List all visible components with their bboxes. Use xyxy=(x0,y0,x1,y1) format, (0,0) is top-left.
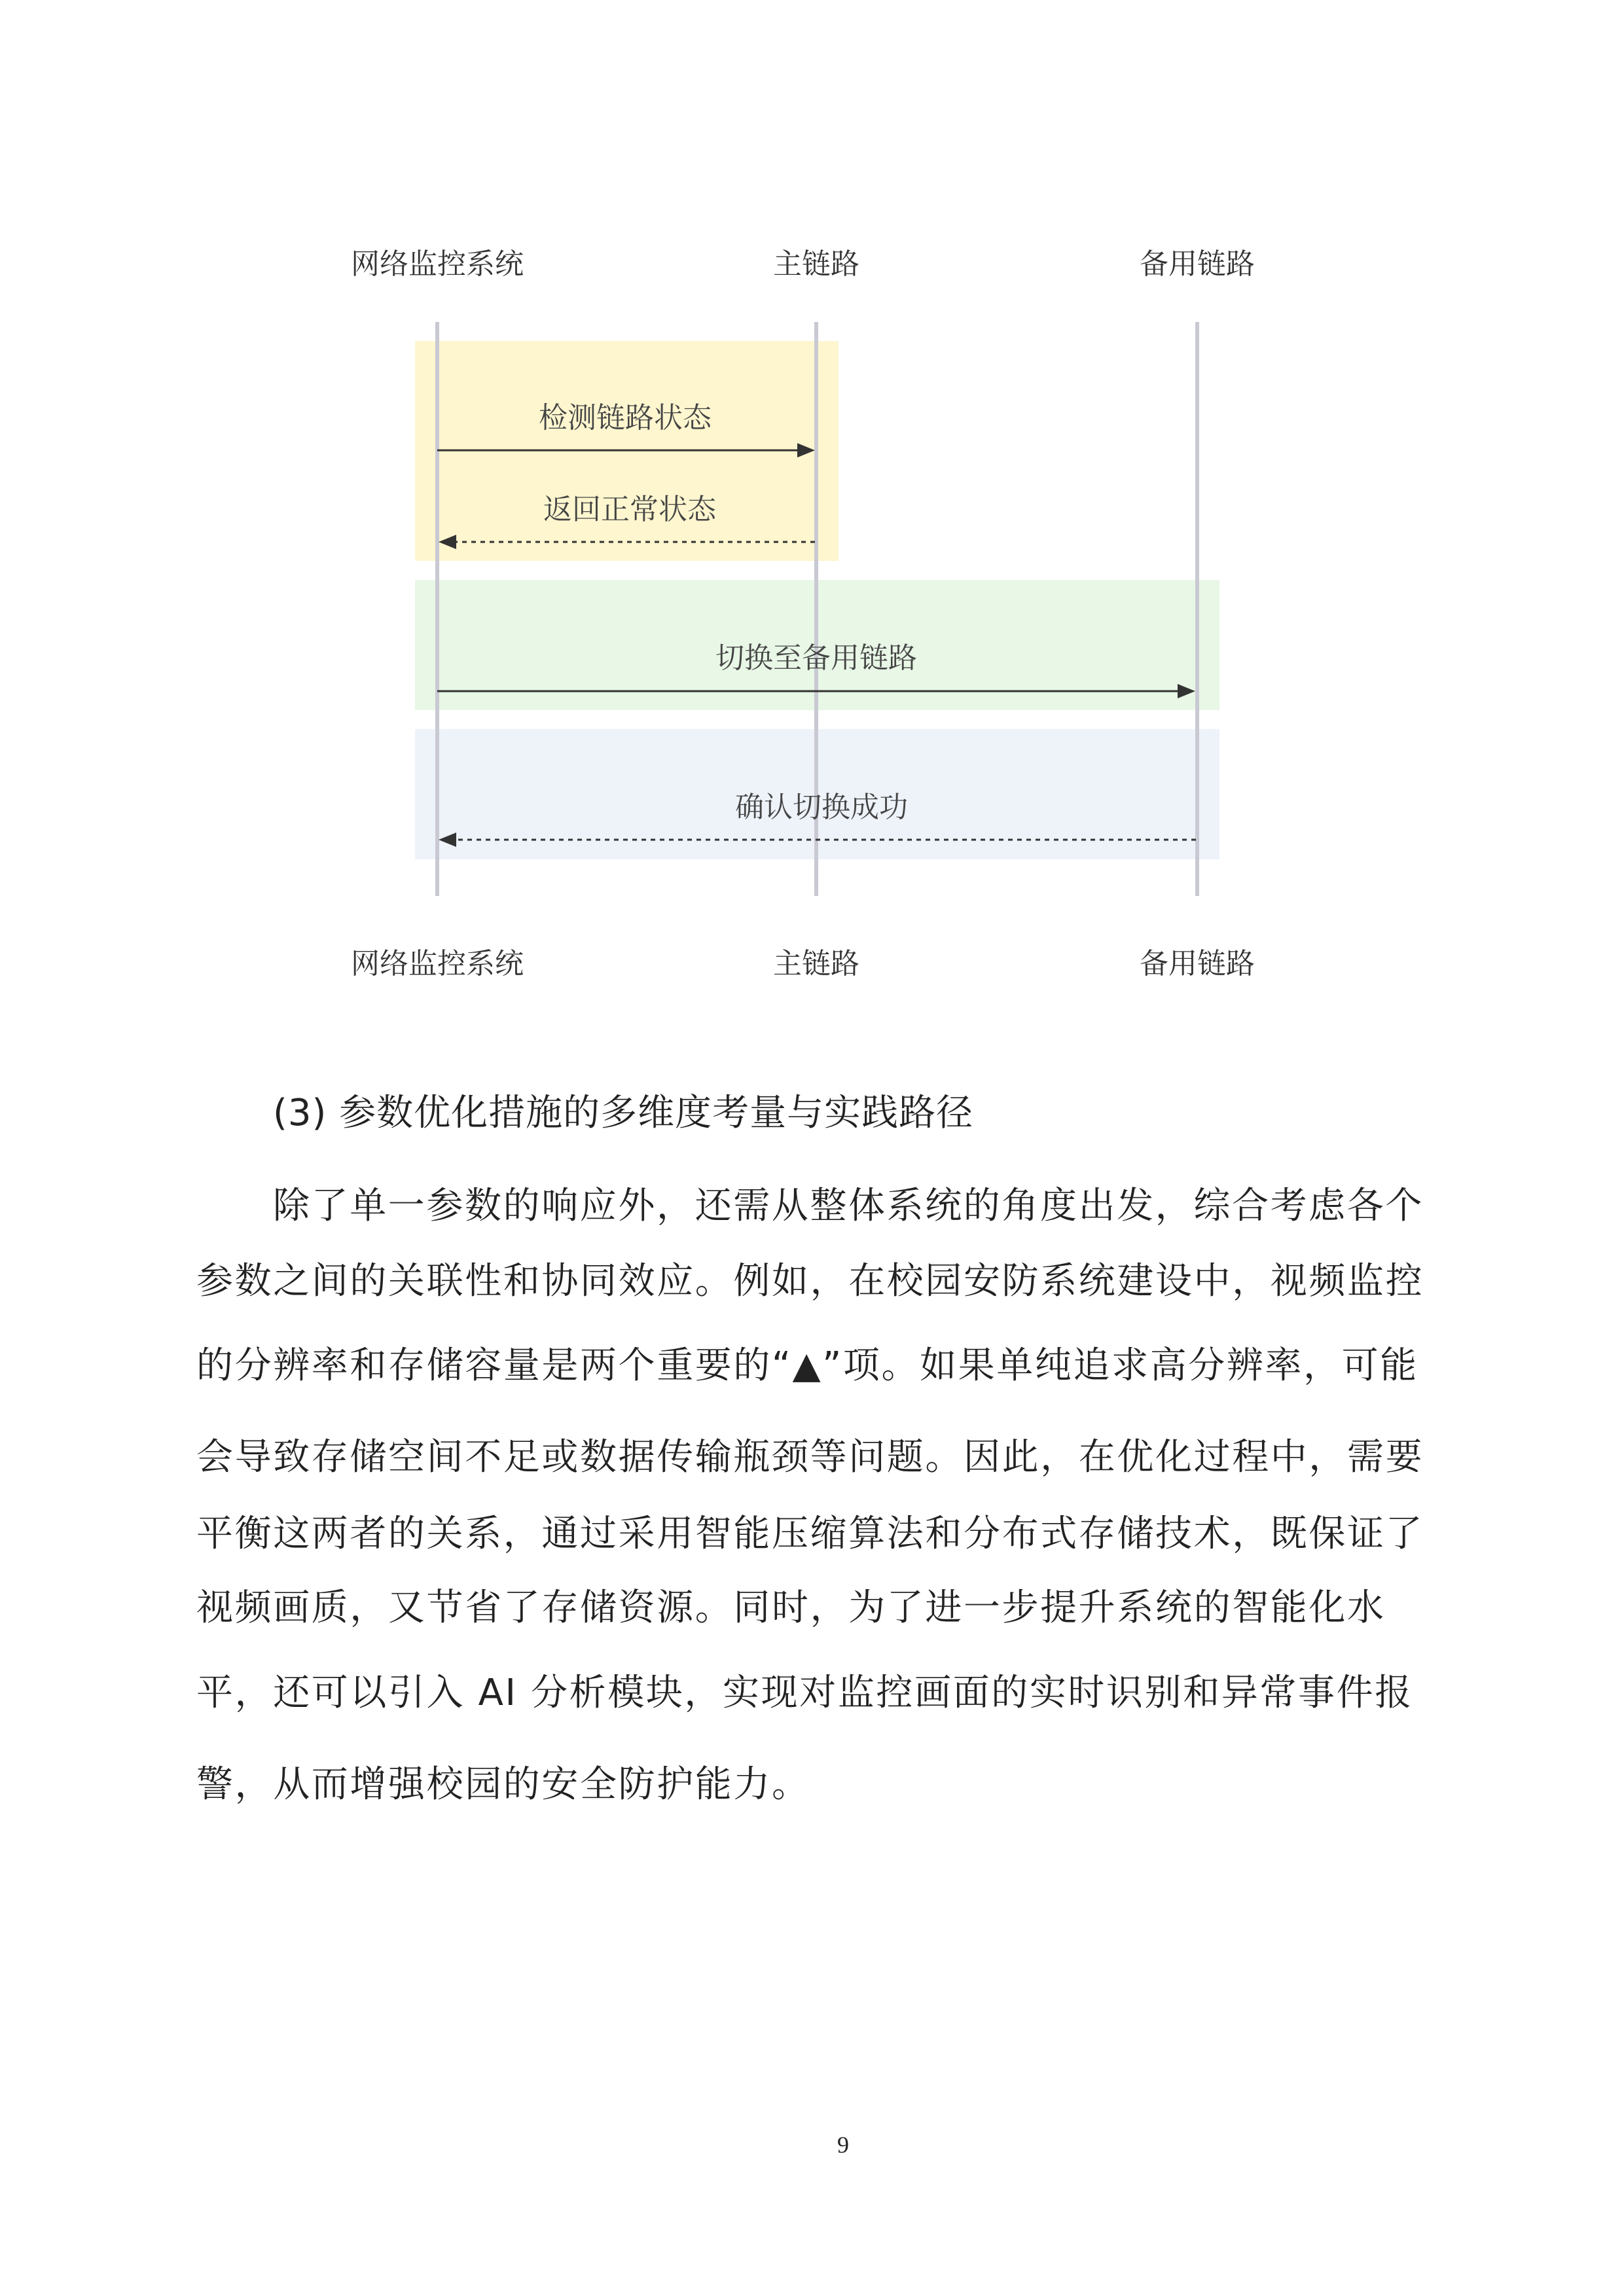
actor-backup-link-bottom: 备用链路 xyxy=(1140,947,1255,980)
message-label-return: 返回正常状态 xyxy=(543,493,716,526)
arrowhead-return xyxy=(439,535,456,549)
paragraph-line: 平衡这两者的关系，通过采用智能压缩算法和分布式存储技术，既保证了 xyxy=(196,1513,1424,1555)
paragraph-line: 参数之间的关联性和协同效应。例如，在校园安防系统建设中，视频监控 xyxy=(196,1260,1424,1302)
paragraph-line: 视频画质，又节省了存储资源。同时，为了进一步提升系统的智能化水 xyxy=(196,1587,1386,1629)
paragraph-line: 除了单一参数的响应外，还需从整体系统的角度出发，综合考虑各个 xyxy=(273,1185,1424,1227)
message-label-check: 检测链路状态 xyxy=(539,401,712,435)
message-label-switch: 切换至备用链路 xyxy=(715,641,917,675)
section-heading: (3) 参数优化措施的多维度考量与实践路径 xyxy=(273,1092,974,1134)
arrowhead-confirm xyxy=(439,833,456,847)
paragraph-line: 的分辨率和存储容量是两个重要的“▲”项。如果单纯追求高分辨率，可能 xyxy=(196,1344,1418,1387)
actor-monitor-bottom: 网络监控系统 xyxy=(351,947,524,980)
page-number: 9 xyxy=(837,2132,849,2158)
paragraph-line: 会导致存储空间不足或数据传输瓶颈等问题。因此，在优化过程中，需要 xyxy=(196,1436,1424,1479)
actor-monitor-top: 网络监控系统 xyxy=(351,247,524,281)
actor-main-link-top: 主链路 xyxy=(773,247,859,281)
sequence-diagram-lines xyxy=(0,0,1624,982)
actor-backup-link-top: 备用链路 xyxy=(1140,247,1255,281)
actor-main-link-bottom: 主链路 xyxy=(773,947,859,980)
message-label-confirm: 确认切换成功 xyxy=(735,791,908,824)
paragraph-line: 警，从而增强校园的安全防护能力。 xyxy=(196,1763,810,1806)
arrowhead-check xyxy=(797,443,815,457)
arrowhead-switch xyxy=(1178,684,1195,698)
paragraph-line: 平，还可以引入 AI 分析模块，实现对监控画面的实时识别和异常事件报 xyxy=(196,1672,1413,1714)
